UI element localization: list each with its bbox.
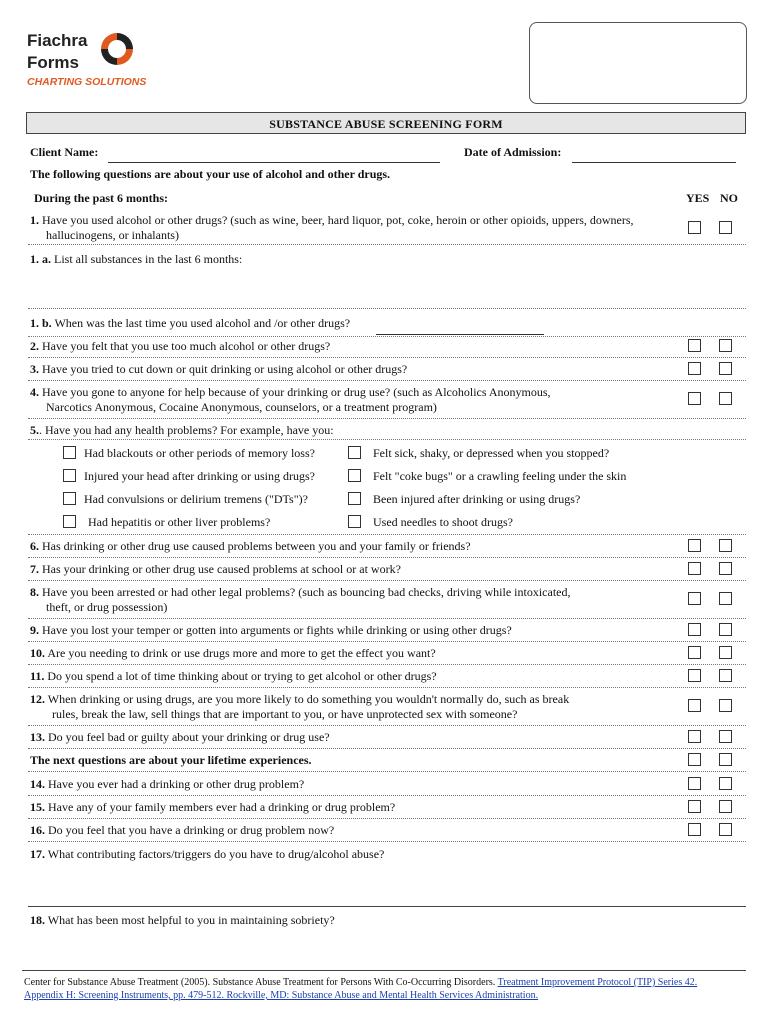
q7-number: 7.	[30, 562, 39, 576]
health-coke-bugs-checkbox[interactable]	[348, 469, 361, 482]
q7-yes-checkbox[interactable]	[688, 562, 701, 575]
q10-text: Are you needing to drink or use drugs more and more to get the effect you want?	[47, 646, 436, 660]
q11-text: Do you spend a lot of time thinking about or trying to get alcohol or other drugs?	[47, 669, 437, 683]
q3-text: Have you tried to cut down or quit drinking or using alcohol or other drugs?	[42, 362, 408, 376]
q9-yes-checkbox[interactable]	[688, 623, 701, 636]
q6-no-checkbox[interactable]	[719, 539, 732, 552]
q17-answer-area[interactable]	[30, 866, 746, 904]
q12-text: When drinking or using drugs, are you more likely to do something you wouldn't normally do, such as break	[47, 692, 570, 706]
q15-text: Have any of your family members ever had a drinking or drug problem?	[48, 800, 396, 814]
question-4	[30, 385, 680, 415]
q3-yes-checkbox[interactable]	[688, 362, 701, 375]
divider	[28, 380, 746, 381]
q13-no-checkbox[interactable]	[719, 730, 732, 743]
q14-yes-checkbox[interactable]	[688, 777, 701, 790]
q12-text-cont: rules, break the law, sell things that are important to you, or have unprotected sex with someone?	[52, 707, 518, 721]
q10-yes-checkbox[interactable]	[688, 646, 701, 659]
divider	[28, 618, 746, 619]
q3-no-checkbox[interactable]	[719, 362, 732, 375]
q14-text: Have you ever had a drinking or other drug problem?	[48, 777, 305, 791]
q2-no-checkbox[interactable]	[719, 339, 732, 352]
question-17	[30, 847, 384, 862]
question-13	[30, 730, 330, 745]
client-name-label: Client Name:	[30, 145, 99, 159]
q1-text-cont: hallucinogens, or inhalants)	[46, 228, 179, 242]
q15-yes-checkbox[interactable]	[688, 800, 701, 813]
q2-number: 2.	[30, 339, 39, 353]
lifetime-yes-checkbox[interactable]	[688, 753, 701, 766]
q1b-answer-field[interactable]	[376, 322, 544, 335]
divider	[28, 308, 746, 309]
q7-no-checkbox[interactable]	[719, 562, 732, 575]
divider	[28, 664, 746, 665]
q6-yes-checkbox[interactable]	[688, 539, 701, 552]
question-15	[30, 800, 395, 815]
yes-header: YES	[686, 191, 710, 205]
intro-text: The following questions are about your use of alcohol and other drugs.	[30, 167, 391, 181]
q7-text: Has your drinking or other drug use caused problems at school or at work?	[42, 562, 401, 576]
q1-number: 1.	[30, 213, 39, 227]
question-7	[30, 562, 401, 577]
q16-yes-checkbox[interactable]	[688, 823, 701, 836]
health-head-injury-checkbox[interactable]	[63, 469, 76, 482]
divider	[28, 357, 746, 358]
divider	[28, 534, 746, 535]
divider	[28, 439, 746, 440]
q9-no-checkbox[interactable]	[719, 623, 732, 636]
client-name-field[interactable]	[108, 150, 440, 163]
brand-line-1: Fiachra	[27, 31, 88, 50]
q10-no-checkbox[interactable]	[719, 646, 732, 659]
q13-text: Do you feel bad or guilty about your drinking or drug use?	[48, 730, 330, 744]
q16-number: 16.	[30, 823, 45, 837]
question-16	[30, 823, 334, 838]
divider	[28, 687, 746, 688]
divider	[28, 725, 746, 726]
q13-yes-checkbox[interactable]	[688, 730, 701, 743]
q14-no-checkbox[interactable]	[719, 777, 732, 790]
question-9	[30, 623, 512, 638]
q13-number: 13.	[30, 730, 45, 744]
q16-no-checkbox[interactable]	[719, 823, 732, 836]
health-injured-checkbox[interactable]	[348, 492, 361, 505]
divider	[28, 906, 746, 907]
divider	[28, 818, 746, 819]
q14-number: 14.	[30, 777, 45, 791]
divider	[28, 336, 746, 337]
health-hepatitis-label: Had hepatitis or other liver problems?	[88, 515, 271, 529]
q11-number: 11.	[30, 669, 45, 683]
footer-link-appendix[interactable]: Appendix H: Screening Instruments, pp. 479-512. Rockville, MD: Substance Abuse and Mental Health Services Administration.	[24, 990, 539, 1001]
q10-number: 10.	[30, 646, 45, 660]
footer-citation-text: Center for Substance Abuse Treatment (2005). Substance Abuse Treatment for Persons With Co-Occurring Disorders.	[24, 977, 496, 988]
form-title: SUBSTANCE ABUSE SCREENING FORM	[26, 112, 746, 134]
question-11	[30, 669, 437, 684]
health-coke-bugs-label: Felt "coke bugs" or a crawling feeling under the skin	[373, 469, 627, 483]
question-2	[30, 339, 330, 354]
divider	[28, 557, 746, 558]
q4-text: Have you gone to anyone for help because of your drinking or drug use? (such as Alcoholics Anonymous,	[42, 385, 551, 399]
q4-yes-checkbox[interactable]	[688, 392, 701, 405]
question-18	[30, 913, 335, 928]
q1b-text: When was the last time you used alcohol and /or other drugs?	[54, 316, 351, 330]
q9-number: 9.	[30, 623, 39, 637]
q8-yes-checkbox[interactable]	[688, 592, 701, 605]
q17-text: What contributing factors/triggers do you have to drug/alcohol abuse?	[47, 847, 385, 861]
divider	[28, 841, 746, 842]
divider	[28, 244, 746, 245]
q18-answer-area[interactable]	[30, 932, 746, 966]
q4-number: 4.	[30, 385, 39, 399]
patient-id-box[interactable]	[529, 22, 747, 104]
q9-text: Have you lost your temper or gotten into arguments or fights while drinking or using other drugs?	[42, 623, 512, 637]
health-needles-label: Used needles to shoot drugs?	[373, 515, 513, 529]
question-14	[30, 777, 304, 792]
q8-number: 8.	[30, 585, 39, 599]
q1b-number: 1. b.	[30, 316, 52, 330]
health-needles-checkbox[interactable]	[348, 515, 361, 528]
health-convulsions-checkbox[interactable]	[63, 492, 76, 505]
divider	[28, 771, 746, 772]
question-1b	[30, 316, 350, 331]
brand-tagline: CHARTING SOLUTIONS	[27, 76, 147, 88]
health-blackouts-label: Had blackouts or other periods of memory loss?	[84, 446, 315, 460]
health-convulsions-label: Had convulsions or delirium tremens ("DTs")?	[84, 492, 308, 506]
q8-text-cont: theft, or drug possession)	[46, 600, 168, 614]
q18-number: 18.	[30, 913, 45, 927]
q12-yes-checkbox[interactable]	[688, 699, 701, 712]
divider	[28, 748, 746, 749]
q12-no-checkbox[interactable]	[719, 699, 732, 712]
q4-text-cont: Narcotics Anonymous, Cocaine Anonymous, counselors, or a treatment program)	[46, 400, 437, 414]
question-6	[30, 539, 471, 554]
q15-no-checkbox[interactable]	[719, 800, 732, 813]
q6-number: 6.	[30, 539, 39, 553]
q1-no-checkbox[interactable]	[719, 221, 732, 234]
q4-no-checkbox[interactable]	[719, 392, 732, 405]
divider	[28, 641, 746, 642]
question-10	[30, 646, 436, 661]
divider	[28, 580, 746, 581]
q11-yes-checkbox[interactable]	[688, 669, 701, 682]
q18-text: What has been most helpful to you in maintaining sobriety?	[47, 913, 335, 927]
lifetime-no-checkbox[interactable]	[719, 753, 732, 766]
q1-text: Have you used alcohol or other drugs? (such as wine, beer, hard liquor, pot, coke, heroin or other opioids, uppers, downers,	[42, 213, 634, 227]
q8-text: Have you been arrested or had other legal problems? (such as bouncing bad checks, driving while intoxicated,	[42, 585, 571, 599]
question-1a	[30, 252, 242, 267]
date-of-admission-label: Date of Admission:	[464, 145, 562, 159]
brand-line-2: Forms	[27, 53, 79, 72]
swirl-logo-icon	[98, 30, 136, 68]
health-head-injury-label: Injured your head after drinking or using drugs?	[84, 469, 315, 483]
q1a-text: List all substances in the last 6 months:	[54, 252, 243, 266]
question-1	[30, 213, 680, 243]
q1-yes-checkbox[interactable]	[688, 221, 701, 234]
q1a-number: 1. a.	[30, 252, 51, 266]
footer-divider	[22, 970, 746, 971]
health-injured-label: Been injured after drinking or using drugs?	[373, 492, 581, 506]
health-blackouts-checkbox[interactable]	[63, 446, 76, 459]
health-hepatitis-checkbox[interactable]	[63, 515, 76, 528]
q5-text: . Have you had any health problems? For example, have you:	[39, 423, 334, 437]
q16-text: Do you feel that you have a drinking or drug problem now?	[48, 823, 335, 837]
q12-number: 12.	[30, 692, 45, 706]
q5-number: 5.	[30, 423, 39, 437]
q6-text: Has drinking or other drug use caused problems between you and your family or friends?	[42, 539, 471, 553]
health-sick-shaky-label: Felt sick, shaky, or depressed when you stopped?	[373, 446, 610, 460]
health-sick-shaky-checkbox[interactable]	[348, 446, 361, 459]
q15-number: 15.	[30, 800, 45, 814]
brand-name	[27, 30, 87, 74]
lifetime-header: The next questions are about your lifetime experiences.	[30, 753, 312, 767]
question-3	[30, 362, 407, 377]
footer-link-tip[interactable]: Treatment Improvement Protocol (TIP) Series 42.	[497, 977, 698, 988]
question-8	[30, 585, 680, 615]
q2-text: Have you felt that you use too much alcohol or other drugs?	[42, 339, 331, 353]
q2-yes-checkbox[interactable]	[688, 339, 701, 352]
divider	[28, 418, 746, 419]
no-header: NO	[720, 191, 738, 205]
question-12	[30, 692, 680, 722]
q3-number: 3.	[30, 362, 39, 376]
divider	[28, 795, 746, 796]
footer-citation	[24, 976, 724, 1002]
date-of-admission-field[interactable]	[572, 150, 736, 163]
period-label: During the past 6 months:	[34, 191, 169, 205]
q11-no-checkbox[interactable]	[719, 669, 732, 682]
question-5	[30, 423, 334, 438]
q8-no-checkbox[interactable]	[719, 592, 732, 605]
q17-number: 17.	[30, 847, 45, 861]
